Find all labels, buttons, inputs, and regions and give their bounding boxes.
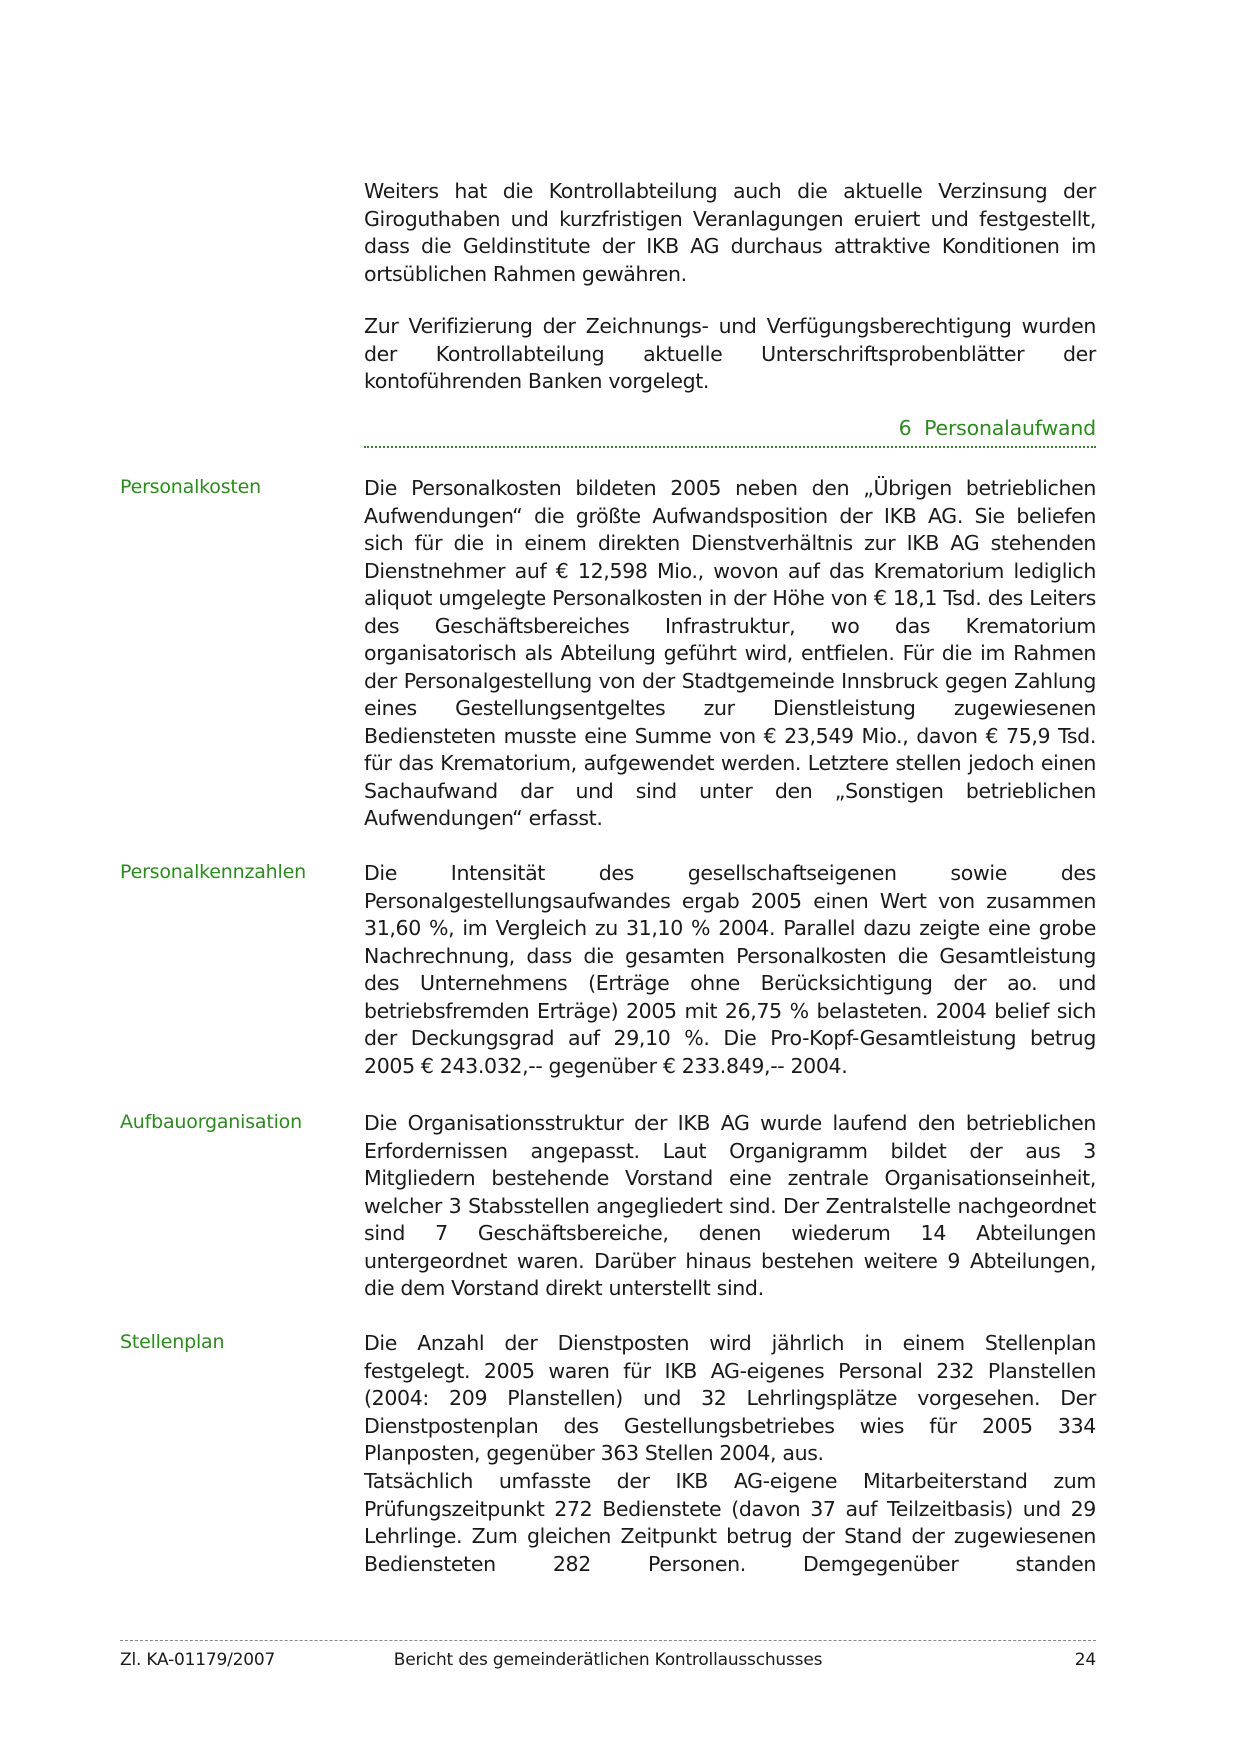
paragraph-personalkennzahlen: Die Intensität des gesellschaftseigenen sowie des Personalgestellungsaufwandes ergab 2005 einen Wert von zusammen 31,60 %, im Vergleich zu 31,10 % 2004. Parallel dazu zeigte eine grobe Nachrechnung, dass die gesamten Personalkosten die Gesamtleistung des Unternehmens (Erträge ohne Berücksichtigung der ao. und betriebsfremden Erträge) 2005 mit 26,75 % belasteten. 2004 belief sich der Deckungsgrad auf 29,10 %. Die Pro-Kopf-Gesamtleistung betrug 2005 € 243.032,-- gegenüber € 233.849,-- 2004. [364, 861, 1096, 1078]
page-number: 24 [1074, 1650, 1096, 1670]
paragraph-aufbauorganisation: Die Organisationsstruktur der IKB AG wurde laufend den betrieblichen Erfordernissen angepasst. Laut Organigramm bildet der aus 3 Mitgliedern bestehende Vorstand eine zentrale Organisationseinheit, welcher 3 Stabsstellen angegliedert sind. Der Zentralstelle nachgeordnet sind 7 Geschäftsbereiche, denen wiederum 14 Abteilungen untergeordnet waren. Darüber hinaus bestehen weitere 9 Abteilungen, die dem Vorstand direkt unterstellt sind. [364, 1111, 1096, 1300]
margin-label-stellenplan: Stellenplan [120, 1331, 225, 1353]
paragraph-giro-interest: Weiters hat die Kontrollabteilung auch die aktuelle Verzinsung der Giroguthaben und kurzfristigen Veranlagungen eruiert und festgestellt, dass die Geldinstitute der IKB AG durchaus attraktive Konditionen im ortsüblichen Rahmen gewähren. [364, 179, 1096, 286]
paragraph-signature-verification: Zur Verifizierung der Zeichnungs- und Verfügungsberechtigung wurden der Kontrollabteilung aktuelle Unterschriftsprobenblätter der kontoführenden Banken vorgelegt. [364, 314, 1096, 393]
footer-reference: Zl. KA-01179/2007 [120, 1650, 276, 1670]
footer-divider [120, 1640, 1096, 1641]
margin-label-personalkosten: Personalkosten [120, 476, 261, 498]
paragraph-stellenplan: Die Anzahl der Dienstposten wird jährlich in einem Stellenplan festgelegt. 2005 waren für IKB AG-eigenes Personal 232 Planstellen (2004: 209 Planstellen) und 32 Lehrlingsplätze vorgesehen. Der Dienstpostenplan des Gestellungsbetriebes wies für 2005 334 Planposten, gegenüber 363 Stellen 2004, aus. [364, 1331, 1096, 1465]
section-heading: 6 Personalaufwand [898, 416, 1096, 440]
section-divider [364, 446, 1096, 448]
margin-label-personalkennzahlen: Personalkennzahlen [120, 861, 306, 883]
margin-label-aufbauorganisation: Aufbauorganisation [120, 1111, 302, 1133]
paragraph-personalkosten: Die Personalkosten bildeten 2005 neben den „Übrigen betrieblichen Aufwendungen“ die größte Aufwandsposition der IKB AG. Sie beliefen sich für die in einem direkten Dienstverhältnis zur IKB AG stehenden Dienstnehmer auf € 12,598 Mio., wovon auf das Krematorium lediglich aliquot umgelegte Personalkosten in der Höhe von € 18,1 Tsd. des Leiters des Geschäftsbereiches Infrastruktur, wo das Krematorium organisatorisch als Abteilung geführt wird, entfielen. Für die im Rahmen der Personalgestellung von der Stadtgemeinde Innsbruck gegen Zahlung eines Gestellungsentgeltes zur Dienstleistung zugewiesenen Bediensteten musste eine Summe von € 23,549 Mio., davon € 75,9 Tsd. für das Krematorium, aufgewendet werden. Letztere stellen jedoch einen Sachaufwand dar und sind unter den „Sonstigen betrieblichen Aufwendungen“ erfasst. [364, 476, 1096, 830]
footer-title: Bericht des gemeinderätlichen Kontrollausschusses [393, 1650, 823, 1670]
paragraph-stellenplan-staff: Tatsächlich umfasste der IKB AG-eigene Mitarbeiterstand zum Prüfungszeitpunkt 272 Bedienstete (davon 37 auf Teilzeitbasis) und 29 Lehrlinge. Zum gleichen Zeitpunkt betrug der Stand der zugewiesenen Bediensteten 282 Personen. Demgegenüber standen [364, 1469, 1096, 1576]
